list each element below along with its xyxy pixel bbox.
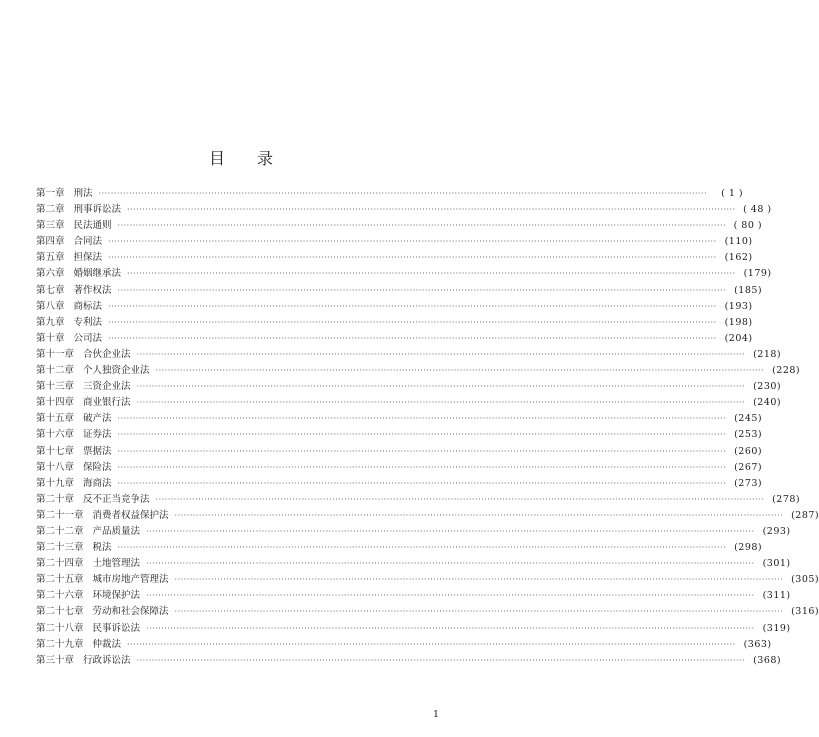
chapter-page: (245) [734, 413, 763, 425]
dot-leader: ········································································································································································································ [146, 559, 755, 569]
chapter-title: 破产法 [83, 413, 112, 425]
chapter-title: 著作权法 [73, 284, 112, 296]
dot-leader: ········································································································································································································ [98, 189, 708, 198]
chapter-page: (301) [762, 558, 791, 570]
dot-leader: ········································································································································································································ [136, 398, 746, 408]
chapter-number: 第十三章 [36, 381, 75, 393]
chapter-number: 第十二章 [36, 365, 75, 377]
chapter-number: 第十八章 [36, 461, 75, 473]
toc-entry[interactable] [36, 186, 744, 202]
toc-entry[interactable] [36, 411, 763, 427]
dot-leader: ········································································································································································································ [117, 285, 727, 295]
chapter-number: 第十章 [36, 332, 65, 344]
chapter-title: 三资企业法 [83, 381, 131, 393]
toc-entry[interactable] [36, 250, 753, 266]
toc-entry[interactable] [36, 621, 791, 637]
toc-entry[interactable] [36, 202, 772, 218]
chapter-title: 税法 [92, 542, 112, 554]
toc-entry[interactable] [36, 218, 763, 234]
chapter-number: 第七章 [36, 284, 65, 296]
chapter-title: 土地管理法 [92, 558, 141, 570]
toc-entry[interactable] [36, 315, 753, 331]
chapter-number: 第二十八章 [36, 622, 84, 634]
chapter-page: (253) [734, 429, 763, 441]
dot-leader: ········································································································································································································ [174, 510, 784, 520]
chapter-title: 民法通则 [73, 220, 112, 232]
chapter-page: ( 1 ) [721, 188, 744, 199]
toc-entry[interactable] [36, 492, 801, 508]
dot-leader: ········································································································································································································ [117, 221, 727, 231]
chapter-page: (204) [724, 332, 753, 344]
toc-entry[interactable] [36, 572, 819, 588]
chapter-number: 第三十章 [36, 654, 75, 666]
chapter-number: 第四章 [36, 236, 65, 248]
chapter-title: 专利法 [73, 316, 103, 328]
chapter-page: (311) [762, 590, 791, 602]
toc-entry[interactable] [36, 540, 763, 556]
dot-leader: ········································································································································································································ [174, 607, 784, 617]
toc-entry[interactable] [36, 347, 782, 363]
chapter-number: 第二十章 [36, 493, 75, 505]
chapter-title: 公司法 [73, 332, 103, 344]
chapter-title: 票据法 [83, 445, 112, 457]
chapter-number: 第二十一章 [36, 509, 84, 521]
chapter-title: 行政诉讼法 [83, 654, 131, 666]
chapter-title: 合伙企业法 [83, 348, 131, 360]
chapter-number: 第十九章 [36, 477, 75, 489]
chapter-page: (228) [772, 365, 801, 377]
dot-leader: ········································································································································································································ [108, 237, 717, 247]
dot-leader: ········································································································································································································ [155, 494, 765, 504]
chapter-page: (240) [753, 397, 782, 409]
dot-leader: ········································································································································································································ [146, 526, 755, 536]
chapter-number: 第二十九章 [36, 638, 84, 650]
toc-entry[interactable] [36, 588, 791, 604]
chapter-number: 第十五章 [36, 413, 75, 425]
toc-entry[interactable] [36, 476, 763, 492]
dot-leader: ········································································································································································································ [146, 623, 755, 633]
toc-entry[interactable] [36, 363, 801, 379]
dot-leader: ········································································································································································································ [108, 333, 717, 343]
dot-leader: ········································································································································································································ [117, 446, 727, 456]
chapter-page: (319) [762, 622, 791, 634]
dot-leader: ········································································································································································································ [146, 591, 755, 601]
toc-entry[interactable] [36, 427, 763, 443]
chapter-page: (110) [724, 236, 753, 248]
chapter-number: 第二十六章 [36, 590, 84, 602]
chapter-title: 商业银行法 [83, 397, 131, 409]
chapter-page: (193) [724, 300, 753, 312]
chapter-title: 合同法 [73, 236, 103, 248]
chapter-page: (162) [724, 252, 753, 264]
chapter-page: (278) [772, 493, 801, 505]
chapter-number: 第十一章 [36, 348, 75, 360]
page-title: 目录 [208, 149, 305, 168]
chapter-number: 第二十五章 [36, 574, 84, 586]
dot-leader: ········································································································································································································ [108, 301, 717, 311]
chapter-title: 担保法 [73, 252, 103, 264]
chapter-title: 刑法 [73, 188, 93, 199]
toc-entry[interactable] [36, 379, 782, 395]
toc-entry[interactable] [36, 331, 753, 347]
chapter-page: (218) [753, 348, 782, 360]
chapter-page: (298) [734, 542, 763, 554]
dot-leader: ········································································································································································································ [127, 269, 736, 279]
chapter-number: 第十七章 [36, 445, 75, 457]
dot-leader: ········································································································································································································ [174, 575, 784, 585]
chapter-page: ( 48 ) [743, 204, 772, 216]
chapter-page: (185) [734, 284, 763, 296]
dot-leader: ········································································································································································································ [108, 317, 717, 327]
dot-leader: ········································································································································································································ [136, 655, 746, 665]
chapter-number: 第三章 [36, 220, 65, 232]
chapter-title: 民事诉讼法 [92, 622, 141, 634]
chapter-page: (368) [753, 654, 782, 666]
chapter-title: 个人独资企业法 [83, 365, 150, 377]
chapter-number: 第六章 [36, 268, 65, 280]
chapter-page: (267) [734, 461, 763, 473]
chapter-page: (287) [791, 509, 819, 521]
chapter-title: 仲裁法 [92, 638, 122, 650]
chapter-title: 商标法 [73, 300, 103, 312]
chapter-page: (273) [734, 477, 763, 489]
dot-leader: ········································································································································································································ [117, 414, 727, 424]
toc-entry[interactable] [36, 524, 791, 540]
chapter-number: 第一章 [36, 188, 65, 199]
chapter-page: (363) [743, 638, 772, 650]
chapter-page: (316) [791, 606, 819, 618]
chapter-title: 证券法 [83, 429, 112, 441]
toc-entry[interactable] [36, 556, 791, 572]
dot-leader: ········································································································································································································ [136, 382, 746, 392]
table-of-contents [36, 186, 819, 669]
chapter-title: 反不正当竞争法 [83, 493, 150, 505]
toc-entry[interactable] [36, 653, 782, 669]
toc-entry[interactable] [36, 444, 763, 460]
page-number: 1 [432, 709, 439, 720]
chapter-title: 婚姻继承法 [73, 268, 122, 280]
toc-entry[interactable] [36, 283, 763, 299]
dot-leader: ········································································································································································································ [127, 205, 736, 215]
dot-leader: ········································································································································································································ [117, 462, 727, 472]
toc-entry[interactable] [36, 460, 763, 476]
chapter-number: 第十六章 [36, 429, 75, 441]
toc-entry[interactable] [36, 299, 753, 315]
chapter-title: 保险法 [83, 461, 112, 473]
toc-entry[interactable] [36, 604, 819, 620]
chapter-number: 第二十二章 [36, 525, 84, 537]
chapter-title: 消费者权益保护法 [92, 509, 169, 521]
toc-entry[interactable] [36, 266, 772, 282]
chapter-number: 第二章 [36, 204, 65, 216]
chapter-number: 第二十四章 [36, 558, 84, 570]
toc-entry[interactable] [36, 234, 753, 250]
toc-entry[interactable] [36, 508, 819, 524]
dot-leader: ········································································································································································································ [127, 639, 736, 649]
chapter-title: 刑事诉讼法 [73, 204, 122, 216]
chapter-number: 第九章 [36, 316, 65, 328]
dot-leader: ········································································································································································································ [117, 430, 727, 440]
chapter-page: (293) [762, 525, 791, 537]
chapter-number: 第二十三章 [36, 542, 84, 554]
chapter-page: (230) [753, 381, 782, 393]
chapter-title: 海商法 [83, 477, 112, 489]
dot-leader: ········································································································································································································ [136, 349, 746, 359]
toc-entry[interactable] [36, 637, 772, 653]
toc-entry[interactable] [36, 395, 782, 411]
chapter-page: (179) [743, 268, 772, 280]
chapter-page: (198) [724, 316, 753, 328]
dot-leader: ········································································································································································································ [155, 366, 765, 376]
dot-leader: ········································································································································································································ [117, 543, 727, 553]
chapter-page: (260) [734, 445, 763, 457]
dot-leader: ········································································································································································································ [108, 253, 717, 263]
chapter-number: 第八章 [36, 300, 65, 312]
chapter-page: ( 80 ) [733, 220, 763, 232]
chapter-number: 第二十七章 [36, 606, 84, 618]
chapter-title: 城市房地产管理法 [92, 574, 169, 586]
chapter-title: 环境保护法 [92, 590, 141, 602]
chapter-number: 第五章 [36, 252, 65, 264]
chapter-number: 第十四章 [36, 397, 75, 409]
dot-leader: ········································································································································································································ [117, 478, 727, 488]
chapter-title: 产品质量法 [92, 525, 141, 537]
chapter-page: (305) [791, 574, 819, 586]
chapter-title: 劳动和社会保障法 [92, 606, 169, 618]
